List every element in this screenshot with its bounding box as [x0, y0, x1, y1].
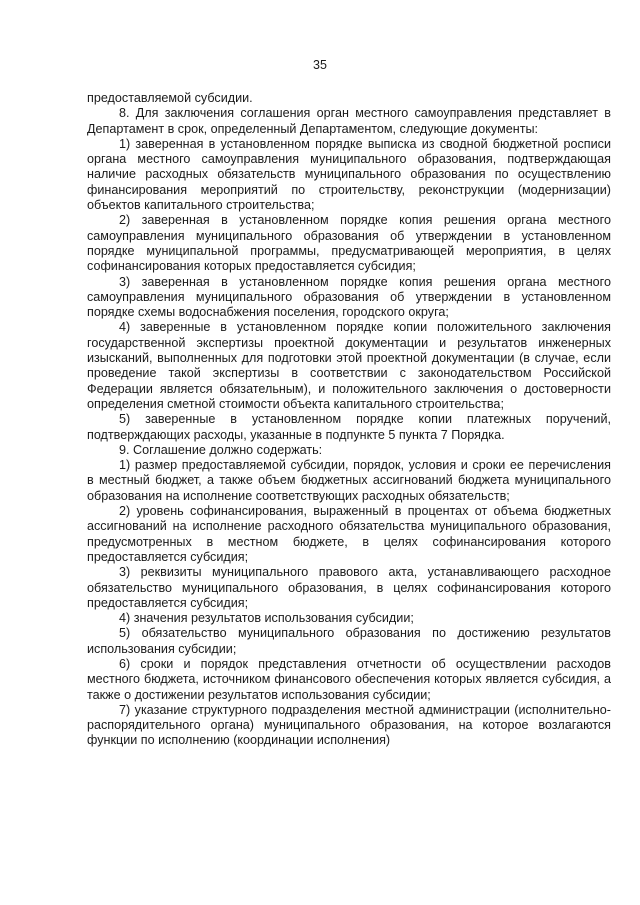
paragraph-subitem-9-1: 1) размер предоставляемой субсидии, порядок, условия и сроки ее перечисления в местный бюджет, а также объем бюджетных ассигнований бюджета муниципального образования на исполнение соответствующих расходных обязательств;	[87, 458, 611, 503]
paragraph-subitem-8-3: 3) заверенная в установленном порядке копия решения органа местного самоуправления муниципального образования об утверждении в установленном порядке схемы водоснабжения поселения, городского округа;	[87, 274, 611, 320]
paragraph-subitem-9-2: 2) уровень софинансирования, выраженный в процентах от объема бюджетных ассигнований на исполнение расходного обязательства муниципального образования, предусмотренных в местном бюджете, в целях софинансирования которого предоставляется субсидия;	[87, 504, 611, 564]
document-body	[87, 91, 611, 749]
paragraph-subitem-9-5: 5) обязательство муниципального образования по достижению результатов использования субсидии;	[87, 626, 611, 656]
paragraph-subitem-8-4: 4) заверенные в установленном порядке копии положительного заключения государственной экспертизы проектной документации и результатов инженерных изысканий, выполненных для подготовки этой проектной документации (в случае, если проведение такой экспертизы в соответствии с законодательством Российской Федерации является обязательным), и положительного заключения о достоверности определения сметной стоимости объекта капитального строительства;	[87, 320, 611, 411]
paragraph-subitem-8-1: 1) заверенная в установленном порядке выписка из сводной бюджетной росписи органа местного самоуправления муниципального образования, подтверждающая наличие расходных обязательств муниципального образования по осуществлению финансирования мероприятий по строительству, реконструкции (модернизации) объектов капитального строительства;	[87, 136, 611, 213]
paragraph-continuation: предоставляемой субсидии.	[87, 91, 253, 105]
paragraph-subitem-8-5: 5) заверенные в установленном порядке копии платежных поручений, подтверждающих расходы, указанные в подпункте 5 пункта 7 Порядка.	[87, 412, 611, 442]
page-number: 35	[313, 58, 327, 72]
paragraph-item-9: 9. Соглашение должно содержать:	[119, 442, 323, 457]
paragraph-subitem-8-2: 2) заверенная в установленном порядке копия решения органа местного самоуправления муниципального образования об утверждении в установленном порядке муниципальной программы, предусматривающей мероприятия, в целях софинансирования которых предоставляется субсидия;	[87, 213, 611, 274]
paragraph-item-8: 8. Для заключения соглашения орган местного самоуправления представляет в Департамент в срок, определенный Департаментом, следующие документы:	[87, 106, 611, 136]
paragraph-subitem-9-3: 3) реквизиты муниципального правового акта, устанавливающего расходное обязательство муниципального образования, в целях софинансирования которого предоставляется субсидия;	[87, 565, 611, 610]
paragraph-subitem-9-4: 4) значения результатов использования субсидии;	[119, 611, 414, 626]
paragraph-subitem-9-7: 7) указание структурного подразделения местной администрации (исполнительно-распорядительного органа) муниципального образования, на которое возлагаются функции по исполнению (координации исполнения)	[87, 702, 611, 748]
paragraph-subitem-9-6: 6) сроки и порядок представления отчетности об осуществлении расходов местного бюджета, источником финансового обеспечения которых является субсидия, а также о достижении результатов использования субсидии;	[87, 656, 611, 702]
